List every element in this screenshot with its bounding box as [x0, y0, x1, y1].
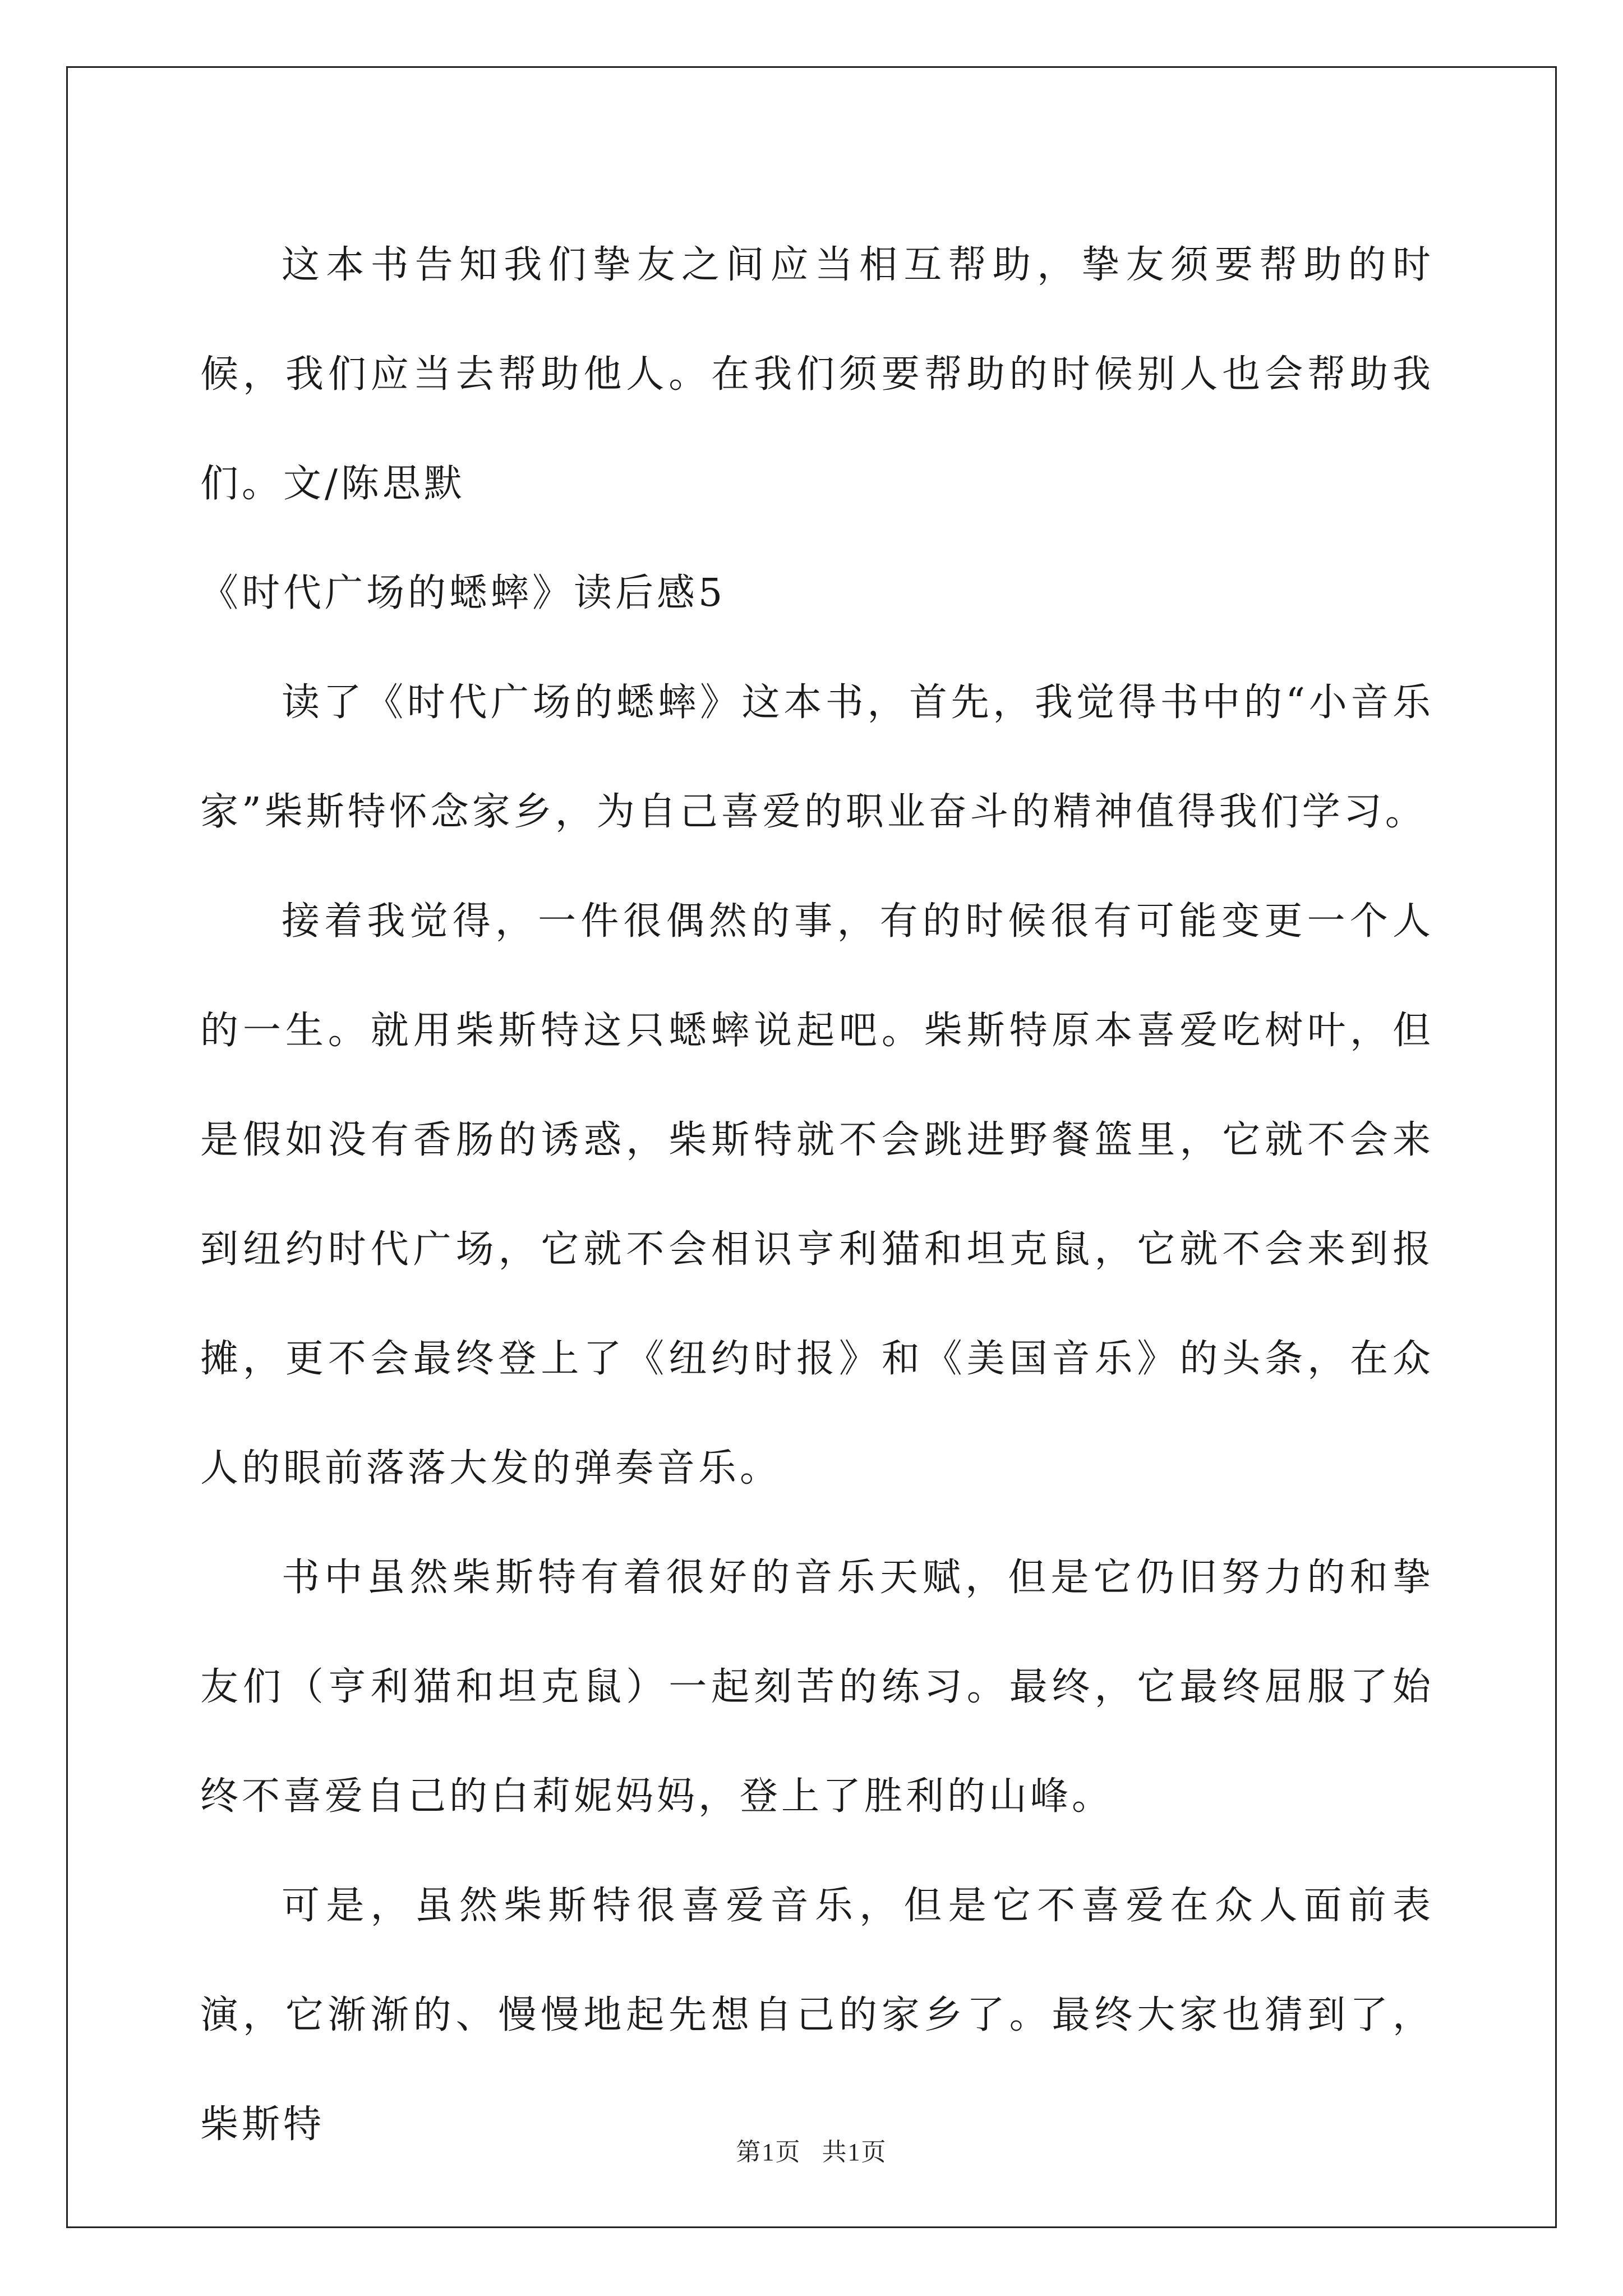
paragraph-1: 这本书告知我们挚友之间应当相互帮助，挚友须要帮助的时候，我们应当去帮助他人。在我们须要帮助的时候别人也会帮助我们。文/陈思默 [200, 243, 1434, 506]
page-total: 共1页 [822, 2138, 887, 2166]
paragraph-4: 书中虽然柴斯特有着很好的音乐天赋，但是它仍旧努力的和挚友们（亨利猫和坦克鼠）一起刻苦的练习。最终，它最终屈服了始终不喜爱自己的白莉妮妈妈，登上了胜利的山峰。 [200, 1556, 1434, 1819]
paragraph-5: 可是，虽然柴斯特很喜爱音乐，但是它不喜爱在众人面前表演，它渐渐的、慢慢地起先想自己的家乡了。最终大家也猜到了，柴斯特 [200, 1884, 1434, 2147]
page-footer [0, 2132, 1623, 2168]
paragraph-3: 接着我觉得，一件很偶然的事，有的时候很有可能变更一个人的一生。就用柴斯特这只蟋蟀说起吧。柴斯特原本喜爱吃树叶，但是假如没有香肠的诱惑，柴斯特就不会跳进野餐篮里，它就不会来到纽约时代广场，它就不会相识亨利猫和坦克鼠，它就不会来到报摊，更不会最终登上了《纽约时报》和《美国音乐》的头条，在众人的眼前落落大发的弹奏音乐。 [200, 899, 1434, 1490]
paragraph-2: 读了《时代广场的蟋蟀》这本书，首先，我觉得书中的“小音乐家”柴斯特怀念家乡，为自己喜爱的职业奋斗的精神值得我们学习。 [200, 680, 1434, 834]
page-number: 第1页 [736, 2138, 801, 2166]
document-body [200, 210, 1434, 2179]
section-heading: 《时代广场的蟋蟀》读后感5 [200, 571, 726, 615]
